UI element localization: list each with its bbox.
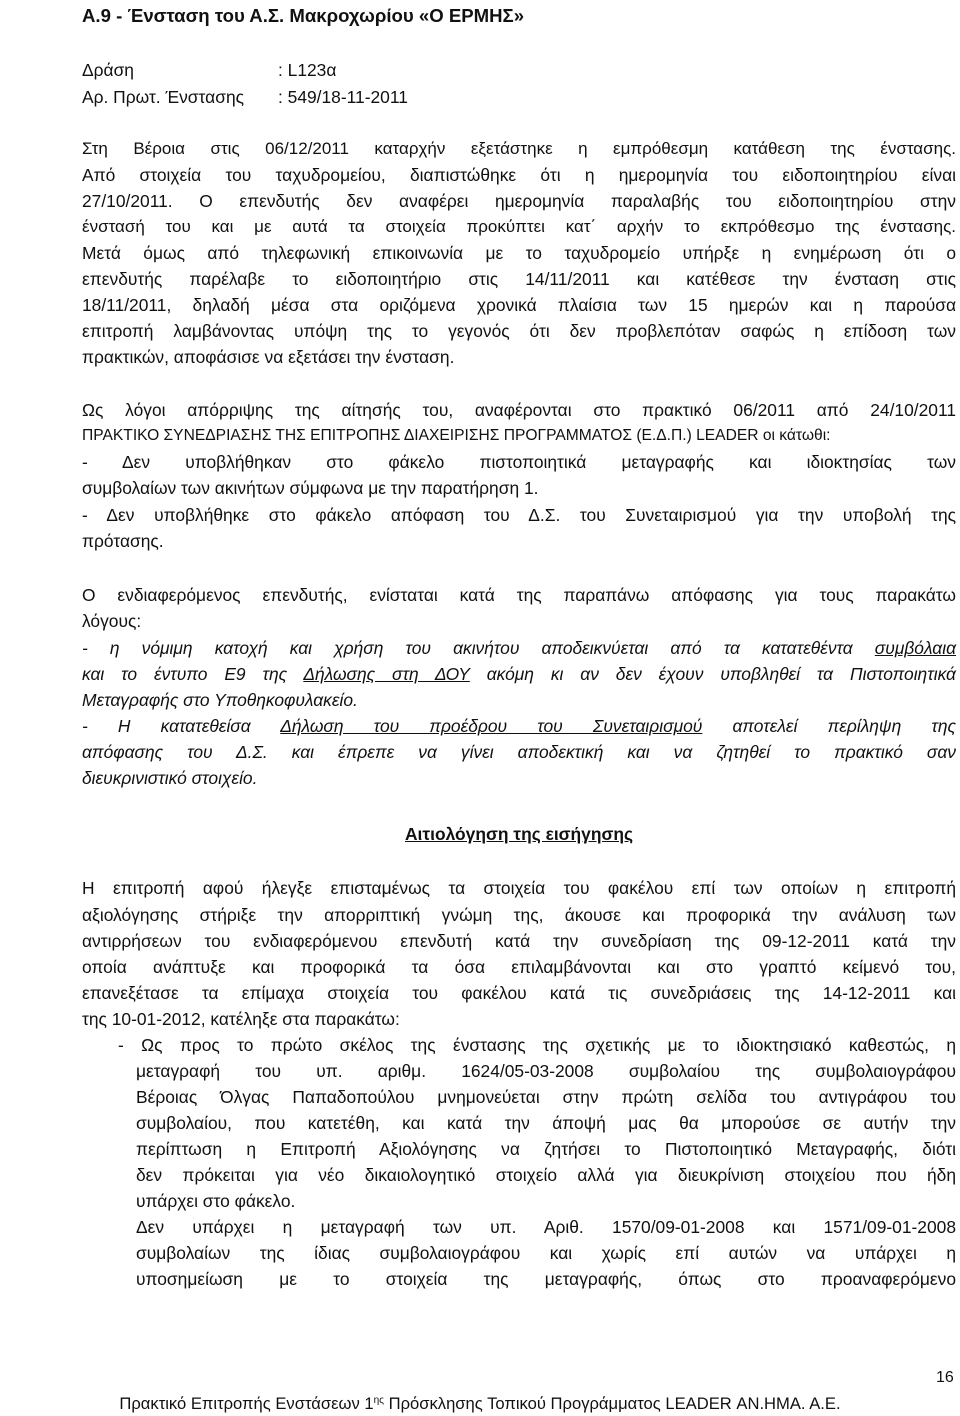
list-line: Βέροιας Όλγας Παπαδοπούλου μνημονεύεται στην πρώτη σελίδα του αντιγράφου του	[136, 1087, 956, 1107]
list-line: υπάρχει στο φάκελο.	[136, 1191, 296, 1211]
italic-text: αποτελεί περίληψη της	[702, 716, 956, 736]
paragraph-line: Ως λόγοι απόρριψης της αίτησής του, αναφέρονται στο πρακτικό 06/2011 από 24/10/2011	[82, 400, 956, 420]
paragraph-line: ένστασή του και με αυτά τα στοιχεία προκύπτει κατ΄ αρχήν το εκπρόθεσμο της ένστασης.	[82, 217, 956, 236]
list-line: μεταγραφή του υπ. αριθμ. 1624/05-03-2008 συμβολαίου της συμβολαιογράφου	[136, 1061, 956, 1081]
paragraph-line: Μετά όμως από τηλεφωνική επικοινωνία με το ταχυδρομείο υπήρξε η ενημέρωση ότι ο	[82, 243, 956, 263]
footer-text: Πρόσκλησης Τοπικού Προγράμματος LEADER ΑΝ.ΗΜΑ. Α.Ε.	[383, 1394, 841, 1413]
underlined-text: Δήλωση του προέδρου του Συνεταιρισμού	[280, 716, 703, 736]
page-number: 16	[936, 1369, 954, 1386]
bullet-line: - Δεν υποβλήθηκε στο φάκελο απόφαση του Δ.Σ. του Συνεταιρισμού για την υποβολή της	[82, 505, 956, 525]
bullet-line: - Δεν υποβλήθηκαν στο φάκελο πιστοποιητικά μεταγραφής και ιδιοκτησίας των	[82, 452, 956, 472]
paragraph-line: αξιολόγησης στήριξε την απορριπτική γνώμη της, άκουσε και προφορικά την ανάλυση των	[82, 905, 956, 925]
action-label: Δράση	[82, 60, 134, 80]
list-line: συμβολαίων της ίδιας συμβολαιογράφου και χωρίς επί αυτών να υπάρχει η	[136, 1243, 956, 1263]
paragraph-line: πρακτικών, αποφάσισε να εξετάσει την ένσταση.	[82, 347, 455, 367]
italic-line	[82, 714, 956, 738]
paragraph-line: επενδυτής παρέλαβε το ειδοποιητήριο στις 14/11/2011 και κατέθεσε την ένσταση στις	[82, 269, 956, 289]
paragraph-line: επιτροπή λαμβάνοντας υπόψη της το γεγονός ότι δεν προβλεπόταν σαφώς η επίδοση των	[82, 321, 956, 341]
protocol-row	[82, 85, 956, 109]
underlined-text: συμβόλαια	[874, 638, 956, 658]
action-row	[82, 58, 956, 82]
paragraph-line: Η επιτροπή αφού ήλεγξε επισταμένως τα στοιχεία του φακέλου επί των οποίων η επιτροπή	[82, 878, 956, 898]
list-line: δεν πρόκειται για νέο δικαιολογητικό στοιχείο αλλά για διευκρίνιση στοιχείου που ήδη	[136, 1165, 956, 1185]
action-value: : L123α	[278, 60, 337, 80]
paragraph-line: επανεξέτασε τα επίμαχα στοιχεία του φακέλου κατά τις συνεδριάσεις της 14-12-2011 και	[82, 983, 956, 1003]
list-line: συμβολαίου, που κατετέθη, και κατά την άποψή μας θα μπορούσε σε αυτήν την	[136, 1113, 956, 1133]
paragraph-line: ΠΡΑΚΤΙΚΟ ΣΥΝΕΔΡΙΑΣΗΣ ΤΗΣ ΕΠΙΤΡΟΠΗΣ ΔΙΑΧΕΙΡΙΣΗΣ ΠΡΟΓΡΑΜΜΑΤΟΣ (Ε.Δ.Π.) LEADER οι κάτωθι:	[82, 427, 831, 444]
paragraph-line: οποία ανάπτυξε και προφορικά τα όσα επιλαμβάνονται και στο γραπτό κείμενό του,	[82, 957, 956, 977]
italic-line: διευκρινιστικό στοιχείο.	[82, 768, 258, 788]
page-footer	[0, 1389, 960, 1416]
italic-line	[82, 636, 956, 660]
list-line: υποσημείωση με το στοιχεία της μεταγραφής, όπως στο προαναφερόμενο	[136, 1269, 956, 1289]
italic-line: απόφασης του Δ.Σ. και έπρεπε να γίνει αποδεκτική και να ζητηθεί το πρακτικό σαν	[82, 742, 956, 762]
italic-text: ακόμη κι αν δεν έχουν υποβληθεί τα Πιστοποιητικά	[469, 664, 956, 684]
paragraph-line: 18/11/2011, δηλαδή μέσα στα οριζόμενα χρονικά πλαίσια των 15 ημερών και η παρούσα	[82, 295, 956, 315]
paragraph-line: Στη Βέροια στις 06/12/2011 καταρχήν εξετάστηκε η εμπρόθεσμη κατάθεση της ένστασης.	[82, 139, 956, 158]
protocol-label: Αρ. Πρωτ. Ένστασης	[82, 87, 245, 107]
paragraph-line: Ο ενδιαφερόμενος επενδυτής, ενίσταται κατά της παραπάνω απόφασης για τους παρακάτω	[82, 585, 956, 605]
footer-superscript: ης	[373, 1395, 384, 1406]
page-heading: Α.9 - Ένσταση του Α.Σ. Μακροχωρίου «Ο ΕΡΜΗΣ»	[82, 5, 525, 26]
paragraph-line: Από στοιχεία του ταχυδρομείου, διαπιστώθηκε ότι η ημερομηνία του ειδοποιητηρίου είναι	[82, 165, 956, 185]
bullet-line: συμβολαίων των ακινήτων σύμφωνα με την παρατήρηση 1.	[82, 478, 539, 498]
italic-line	[82, 662, 956, 686]
italic-text: - Η κατατεθείσα	[82, 716, 281, 736]
list-line: περίπτωση η Επιτροπή Αξιολόγησης να ζητήσει το Πιστοποιητικό Μεταγραφής, διότι	[136, 1139, 956, 1159]
protocol-value: : 549/18-11-2011	[278, 87, 408, 107]
underlined-text: Δήλωσης στη ΔΟΥ	[303, 664, 470, 684]
bullet-line: πρότασης.	[82, 531, 164, 551]
italic-text: - η νόμιμη κατοχή και χρήση του ακινήτου αποδεικνύεται από τα κατατεθέντα	[82, 638, 875, 658]
paragraph-line: της 10-01-2012, κατέληξε στα παρακάτω:	[82, 1009, 400, 1029]
footer-text: Πρακτικό Επιτροπής Ενστάσεων 1	[119, 1394, 374, 1413]
list-line: - Ως προς το πρώτο σκέλος της ένστασης της σχετικής με το ιδιοκτησιακό καθεστώς, η	[118, 1035, 956, 1055]
list-line: Δεν υπάρχει η μεταγραφή των υπ. Αριθ. 1570/09-01-2008 και 1571/09-01-2008	[136, 1217, 956, 1237]
section-title: Αιτιολόγηση της εισήγησης	[404, 824, 634, 844]
paragraph-line: λόγους:	[82, 611, 142, 631]
paragraph-line: 27/10/2011. Ο επενδυτής δεν αναφέρει ημερομηνία παραλαβής του ειδοποιητηρίου στην	[82, 191, 956, 211]
italic-line: Μεταγραφής στο Υποθηκοφυλακείο.	[82, 690, 358, 710]
paragraph-line: αντιρρήσεων του ενδιαφερόμενου επενδυτή κατά την συνεδρίαση της 09-12-2011 κατά την	[82, 931, 956, 951]
italic-text: και το έντυπο Ε9 της	[82, 664, 304, 684]
